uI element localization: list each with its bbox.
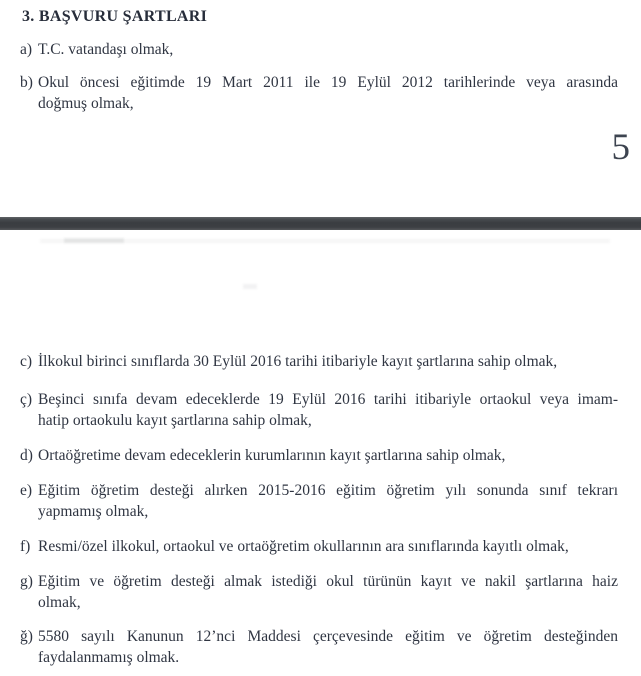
item-line: Ortaöğretime devam edeceklerin kurumlarının kayıt şartlarına sahip olmak, xyxy=(38,447,506,464)
item-line: olmak, xyxy=(38,594,81,611)
item-line: Okul öncesi eğitimde 19 Mart 2011 ile 19 Eylül 2012 tarihlerinde veya arasında xyxy=(38,74,618,91)
scan-artifact xyxy=(243,284,257,289)
list-item-d xyxy=(20,445,618,466)
item-line: faydalanmamış olmak. xyxy=(38,649,180,666)
item-text xyxy=(38,389,618,431)
item-letter: c) xyxy=(20,353,33,370)
list-item-gg xyxy=(20,626,618,668)
item-text xyxy=(38,351,618,372)
item-line: Eğitim ve öğretim desteği almak istediği okul türünün kayıt ve nakil şartlarına haiz xyxy=(38,573,618,590)
scan-artifact xyxy=(40,239,610,243)
scan-artifact xyxy=(64,238,124,243)
item-line: 5580 sayılı Kanunun 12’nci Maddesi çerçevesinde eğitim ve öğretim desteğinden xyxy=(38,628,618,645)
item-text xyxy=(38,445,618,466)
list-item-c xyxy=(20,351,618,372)
item-text xyxy=(38,536,618,557)
item-letter: g) xyxy=(20,573,33,590)
page-separator-bar xyxy=(0,217,641,230)
item-line: Beşinci sınıfa devam edeceklerde 19 Eylül 2016 tarihi itibariyle ortaokul veya imam- xyxy=(38,391,618,408)
item-line: yapmamış olmak, xyxy=(38,503,149,520)
list-item-a xyxy=(20,39,618,60)
item-text xyxy=(38,571,618,613)
item-letter: d) xyxy=(20,447,33,464)
item-line: hatip ortaokulu kayıt şartlarına sahip olmak, xyxy=(38,412,312,429)
item-text xyxy=(38,626,618,668)
item-line: doğmuş olmak, xyxy=(38,95,134,112)
item-letter: ç) xyxy=(20,391,33,408)
page-number: 5 xyxy=(611,127,630,168)
item-letter: ğ) xyxy=(20,628,33,645)
item-line: Resmi/özel ilkokul, ortaokul ve ortaöğretim okullarının ara sınıflarında kayıtlı olmak, xyxy=(38,538,569,555)
item-line: İlkokul birinci sınıflarda 30 Eylül 2016 tarihi itibariyle kayıt şartlarına sahip olmak, xyxy=(38,353,558,370)
item-line: Eğitim öğretim desteği alırken 2015-2016 eğitim öğretim yılı sonunda sınıf tekrarı xyxy=(38,482,618,499)
item-letter: a) xyxy=(20,41,33,58)
item-line: T.C. vatandaşı olmak, xyxy=(38,41,174,58)
item-letter: b) xyxy=(20,74,33,91)
item-letter: f) xyxy=(20,538,31,555)
item-text xyxy=(38,39,618,60)
list-item-e xyxy=(20,480,618,522)
item-text xyxy=(38,72,618,114)
section-heading: 3. BAŞVURU ŞARTLARI xyxy=(22,8,208,25)
item-text xyxy=(38,480,618,522)
list-item-b xyxy=(20,72,618,114)
item-letter: e) xyxy=(20,482,33,499)
list-item-g xyxy=(20,571,618,613)
list-item-cc xyxy=(20,389,618,431)
list-item-f xyxy=(20,536,618,557)
